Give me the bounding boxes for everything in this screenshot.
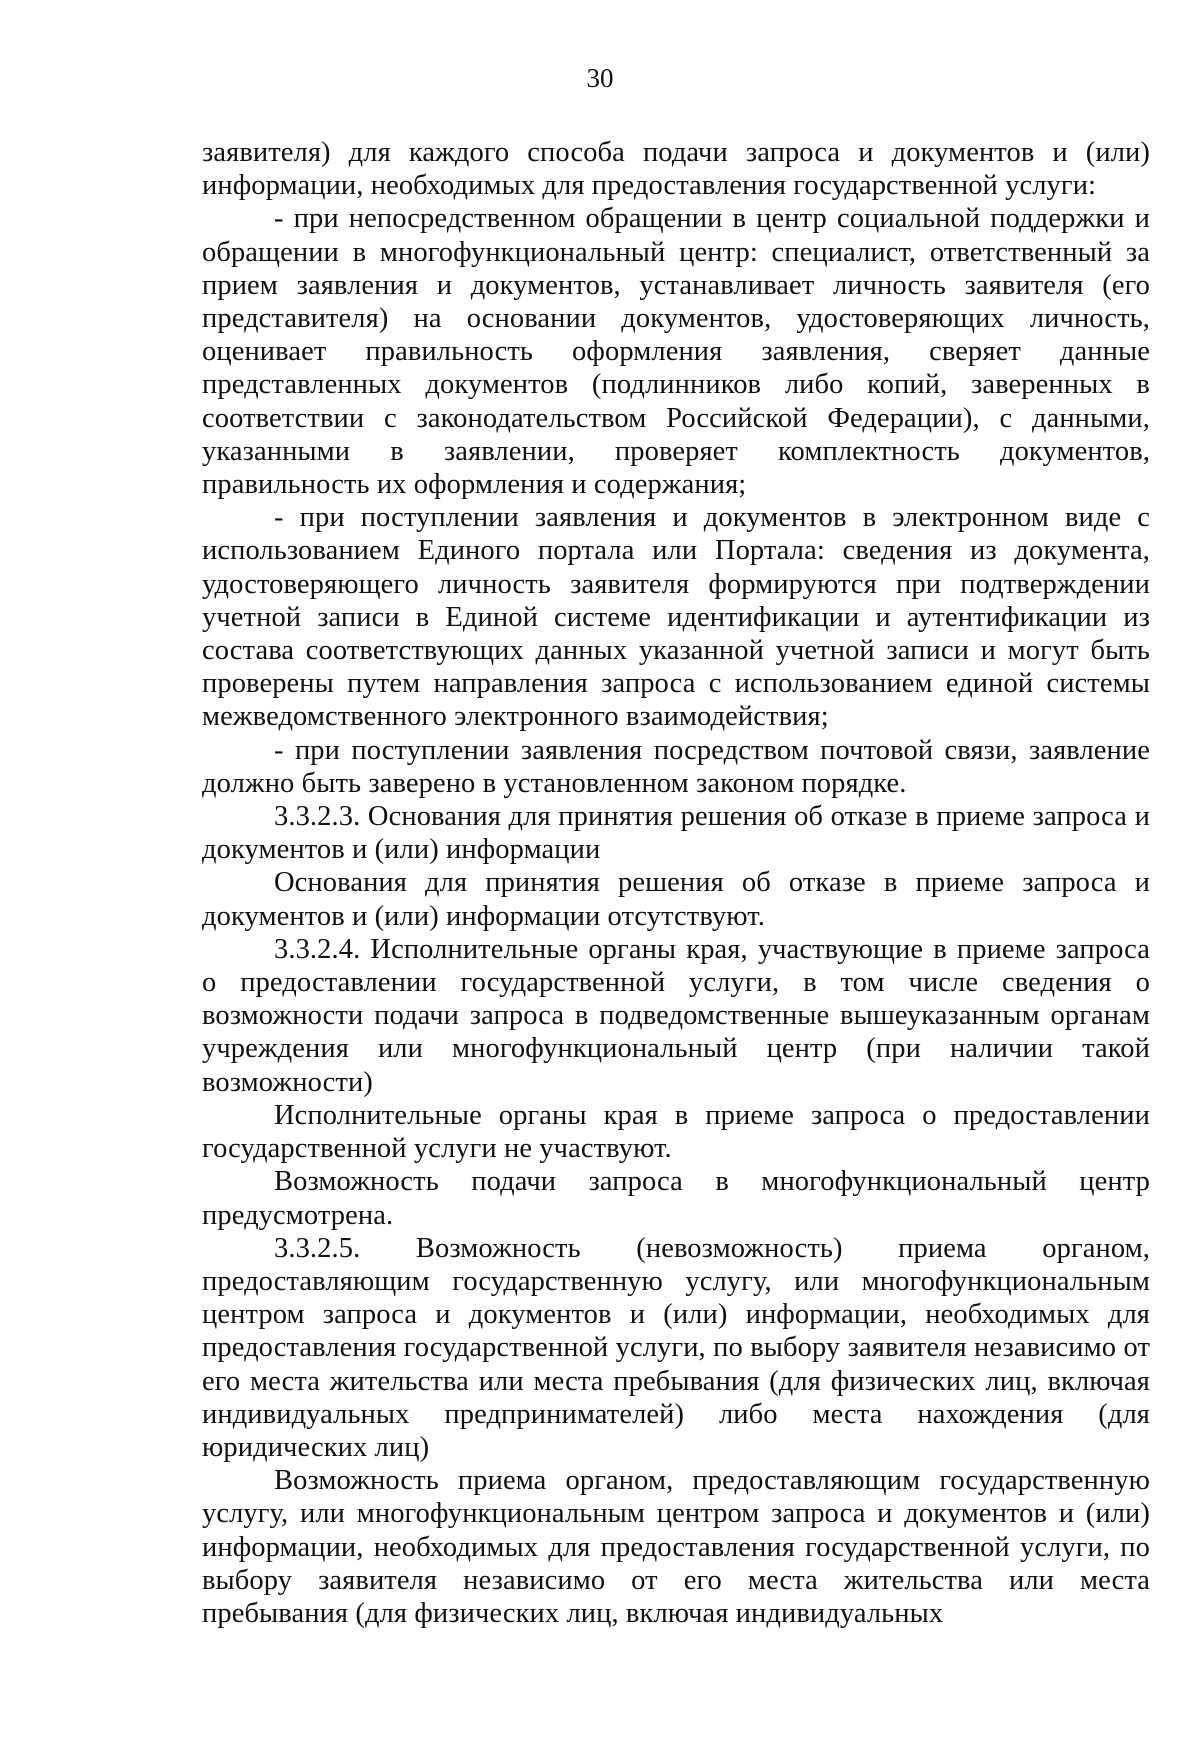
paragraph-11: Возможность приема органом, предоставляющим государственную услугу, или многофункциональным центром запроса и документов и (или) информации, необходимых для предоставления государственной услуги, по выбору заявителя независимо от его места жительства или места пребывания (для физических лиц, включая индивидуальных <box>202 1465 1150 1629</box>
paragraph-4: - при поступлении заявления посредством почтовой связи, заявление должно быть заверено в установленном законом порядке. <box>202 734 1150 799</box>
document-body <box>202 136 1150 1630</box>
paragraph-2: - при непосредственном обращении в центр социальной поддержки и обращении в многофункциональный центр: специалист, ответственный за прием заявления и документов, устанавливает личность заявителя (его представителя) на основании документов, удостоверяющих личность, оценивает правильность оформления заявления, сверяет данные представленных документов (подлинников либо копий, заверенных в соответствии с законодательством Российской Федерации), с данными, указанными в заявлении, проверяет комплектность документов, правильность их оформления и содержания; <box>202 203 1150 501</box>
paragraph-6: Основания для принятия решения об отказе в приеме запроса и документов и (или) информации отсутствуют. <box>202 867 1150 932</box>
paragraph-1: заявителя) для каждого способа подачи запроса и документов и (или) информации, необходимых для предоставления государственной услуги: <box>202 137 1150 202</box>
paragraph-3: - при поступлении заявления и документов в электронном виде с использованием Единого портала или Портала: сведения из документа, удостоверяющего личность заявителя формируются при подтверждении учетной записи в Единой системе идентификации и аутентификации из состава соответствующих данных указанной учетной записи и могут быть проверены путем направления запроса с использованием единой системы межведомственного электронного взаимодействия; <box>202 502 1150 733</box>
section-heading-3-3-2-5: 3.3.2.5. Возможность (невозможность) приема органом, предоставляющим государственную услугу, или многофункциональным центром запроса и документов и (или) информации, необходимых для предоставления государственной услуги, по выбору заявителя независимо от его места жительства или места пребывания (для физических лиц, включая индивидуальных предпринимателей) либо места нахождения (для юридических лиц) <box>202 1232 1150 1463</box>
paragraph-9: Возможность подачи запроса в многофункциональный центр предусмотрена. <box>202 1166 1150 1231</box>
paragraph-8: Исполнительные органы края в приеме запроса о предоставлении государственной услуги не участвуют. <box>202 1099 1150 1165</box>
section-heading-3-3-2-3: 3.3.2.3. Основания для принятия решения об отказе в приеме запроса и документов и (или) информации <box>202 801 1150 866</box>
section-heading-3-3-2-4: 3.3.2.4. Исполнительные органы края, участвующие в приеме запроса о предоставлении государственной услуги, в том числе сведения о возможности подачи запроса в подведомственные вышеуказанным органам учреждения или многофункциональный центр (при наличии такой возможности) <box>202 933 1150 1098</box>
page-number: 30 <box>586 63 614 93</box>
